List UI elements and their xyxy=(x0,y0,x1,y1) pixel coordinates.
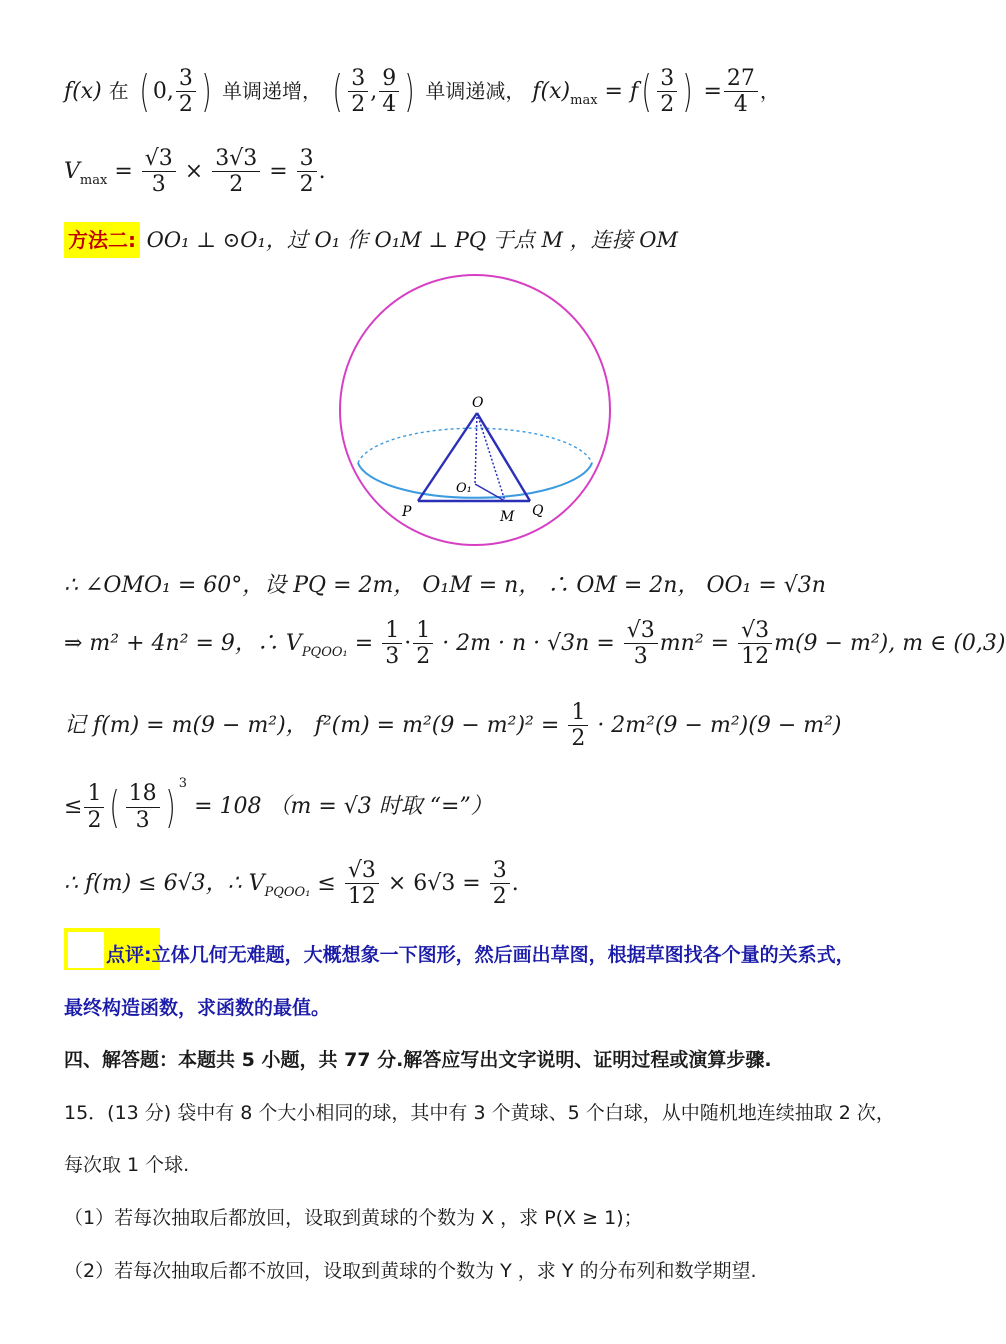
fraction: $\frac{3}{2}$ xyxy=(490,858,510,910)
method-two-line xyxy=(64,224,930,254)
decreasing-text: 单调递减， xyxy=(425,78,526,103)
conclusion-line: ∴ f(m) ≤ 6√3，∴ $V_{PQOO_1}$ ≤ $\frac{√3}{12}$ × 6√3 = $\frac{3}{2}$ . xyxy=(64,858,519,910)
question-15-part-2: （2）若每次抽取后都不放回，设取到黄球的个数为 Y ，求 Y 的分布列和数学期望. xyxy=(64,1260,757,1282)
label-Q: Q xyxy=(532,503,544,519)
comment-label: 点评: xyxy=(106,944,152,966)
inequality-line: ≤ $\frac{1}{2}$ ( $\frac{18}{3}$ ) $^3$ = 108 （m = √3 时取 “=”） xyxy=(64,776,493,833)
sphere-figure xyxy=(338,268,618,553)
fraction: $\frac{3}{2}$ xyxy=(657,66,677,118)
angle-line: ∴ ∠OMO₁ = 60°，设 PQ = 2m， O₁M = n， ∴ OM = 2n， OO₁ = √3n xyxy=(64,573,826,598)
question-15-line-2: 每次取 1 个球. xyxy=(64,1154,190,1176)
fraction: $\frac{√3}{3}$ xyxy=(142,146,176,198)
fraction: $\frac{√3}{12}$ xyxy=(738,618,772,670)
monotonic-line: f(x) 在 ( 0, $\frac{3}{2}$ ) 单调递增， ( $\frac{3}{2}$ , $\frac{9}{4}$ ) 单调递减， $f(x)_{max} = f$( $\frac{3}{2}$ ) = $\frac{27}{4}$ ， xyxy=(64,66,780,118)
volume-line: ⇒ m² + 4n² = 9，∴ $V_{PQOO_1}$ = $\frac{1}{3}$ · $\frac{1}{2}$ · 2m · n · √3n = $\frac{√3}{3}$ mn² = $\frac{√3}{12}$ m(9 − m²), m ∈ (0,3) xyxy=(64,618,1006,670)
comment-line-1: 点评:立体几何无难题，大概想象一下图形，然后画出草图，根据草图找各个量的关系式， xyxy=(106,944,855,966)
method-two-text: OO₁ ⊥ ⊙O₁，过 O₁ 作 O₁M ⊥ PQ 于点 M ，连接 OM xyxy=(140,228,679,252)
fmax-expr: f(x) xyxy=(532,78,571,104)
interval-start: 0, xyxy=(152,78,174,104)
fraction: $\frac{18}{3}$ xyxy=(126,781,160,833)
fraction: $\frac{9}{4}$ xyxy=(379,66,399,118)
fraction: $\frac{1}{2}$ xyxy=(568,700,588,752)
question-15-line-1: 15．(13 分) 袋中有 8 个大小相同的球，其中有 3 个黄球、5 个白球，从中随机地连续抽取 2 次， xyxy=(64,1102,895,1124)
fraction: $\frac{√3}{3}$ xyxy=(624,618,658,670)
label-M: M xyxy=(500,509,515,525)
fraction: $\frac{√3}{12}$ xyxy=(345,858,379,910)
fx-expr: f(x) xyxy=(64,78,102,104)
ellipse-front xyxy=(358,463,592,498)
method-two-label: 方法二: xyxy=(64,222,140,258)
label-O1: O₁ xyxy=(456,481,472,496)
fraction: $\frac{3}{2}$ xyxy=(176,66,196,118)
increasing-text: 单调递增， xyxy=(222,78,323,103)
fraction: $\frac{1}{3}$ xyxy=(382,618,402,670)
label-O: O xyxy=(472,395,484,411)
zai-text: 在 xyxy=(108,78,129,103)
vmax-line: $V_{max}$ = $\frac{√3}{3}$ × $\frac{3√3}{2}$ = $\frac{3}{2}$ . xyxy=(64,146,326,198)
fraction: $\frac{3}{2}$ xyxy=(348,66,368,118)
fraction: $\frac{3√3}{2}$ xyxy=(212,146,260,198)
fm-line: 记 f(m) = m(9 − m²)， f²(m) = m²(9 − m²)² = $\frac{1}{2}$ · 2m²(9 − m²)(9 − m²) xyxy=(64,700,842,752)
fraction: $\frac{27}{4}$ xyxy=(724,66,758,118)
edge-OQ xyxy=(477,413,530,501)
fraction: $\frac{1}{2}$ xyxy=(84,781,104,833)
fraction: $\frac{3}{2}$ xyxy=(297,146,317,198)
edge-OO1 xyxy=(475,413,477,484)
label-P: P xyxy=(402,504,412,520)
section-heading: 四、解答题：本题共 5 小题，共 77 分.解答应写出文字说明、证明过程或演算步骤. xyxy=(64,1049,772,1071)
fraction: $\frac{1}{2}$ xyxy=(413,618,433,670)
comment-line-2: 最终构造函数，求函数的最值。 xyxy=(64,997,331,1019)
question-15-part-1: （1）若每次抽取后都放回，设取到黄球的个数为 X ，求 P(X ≥ 1)； xyxy=(64,1207,643,1229)
comment-box-inner xyxy=(68,932,104,968)
